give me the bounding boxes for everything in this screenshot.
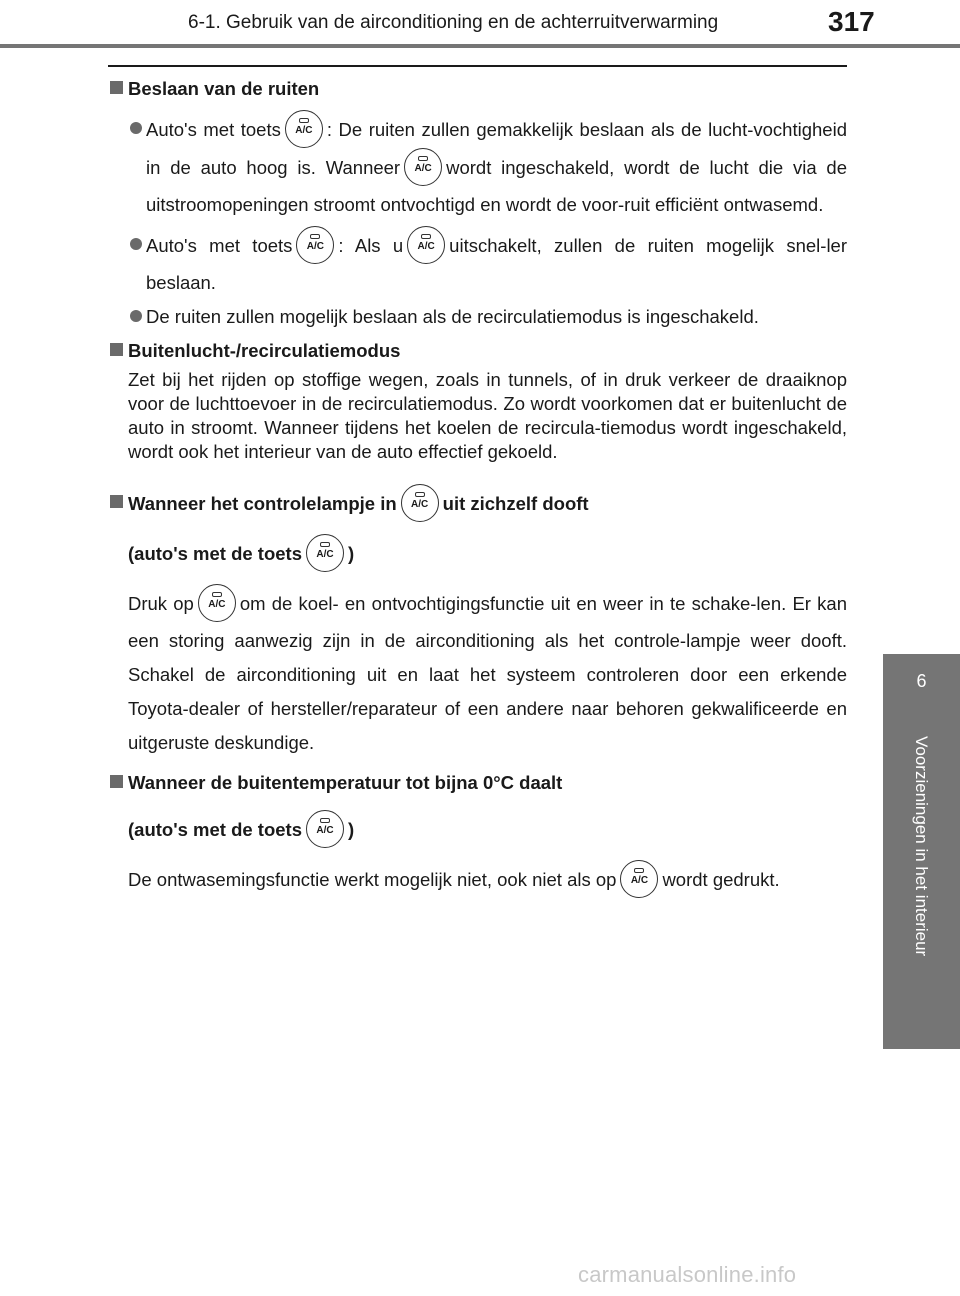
- ac-button-icon: A/C: [401, 484, 439, 522]
- bullet-item: Auto's met toets A/C : Als u A/C uitschakelt, zullen de ruiten mogelijk snel-ler beslaan.: [108, 228, 847, 300]
- page-content: [108, 72, 847, 900]
- ac-button-icon: A/C: [296, 226, 334, 264]
- section-heading-indicator: Wanneer het controlelampje in A/C uit zichzelf dooft: [108, 486, 847, 524]
- ac-button-icon: A/C: [404, 148, 442, 186]
- section-heading-recirculation: Buitenlucht-/recirculatiemodus: [108, 334, 847, 368]
- section-heading-fogging: Beslaan van de ruiten: [108, 72, 847, 106]
- bullet-item: Auto's met toets A/C : De ruiten zullen gemakkelijk beslaan als de lucht-vochtigheid in de auto hoog is. Wanneer A/C wordt ingeschakeld, wordt de lucht die via de uitstroomopeningen stroomt ontvochtigd en wordt de voor-ruit efficiënt ontwasemd.: [108, 112, 847, 222]
- section-body-temperature: De ontwasemingsfunctie werkt mogelijk niet, ook niet als op A/C wordt gedrukt.: [108, 862, 847, 900]
- ac-button-icon: A/C: [407, 226, 445, 264]
- ac-button-icon: A/C: [198, 584, 236, 622]
- section-subheading: (auto's met de toets A/C ): [108, 812, 847, 850]
- page-number: 317: [828, 6, 875, 37]
- watermark: carmanualsonline.info: [578, 1262, 797, 1287]
- chapter-label: Voorzieningen in het interieur: [912, 736, 931, 957]
- section-body-indicator: Druk op A/C om de koel- en ontvochtigingsfunctie uit en weer in te schake-len. Er kan een storing aanwezig zijn in de airconditioning als het controle-lampje weer dooft. Schakel de airconditioning uit en laat het systeem controleren door een erkende Toyota-dealer of hersteller/reparateur of een andere naar behoren gekwalificeerde en uitgeruste deskundige.: [108, 586, 847, 760]
- ac-button-icon: A/C: [620, 860, 658, 898]
- ac-button-icon: A/C: [285, 110, 323, 148]
- section-body-recirculation: Zet bij het rijden op stoffige wegen, zoals in tunnels, of in druk verkeer de draaiknop voor de luchttoevoer in de recirculatiemodus. Zo wordt voorkomen dat er buitenlucht de auto in stroomt. Wanneer tijdens het koelen de recircula-tiemodus wordt ingeschakeld, wordt ook het interieur van de auto effectief gekoeld.: [128, 369, 847, 462]
- header-bar: [0, 44, 960, 48]
- ac-button-icon: A/C: [306, 534, 344, 572]
- bullet-item: De ruiten zullen mogelijk beslaan als de recirculatiemodus is ingeschakeld.: [108, 300, 847, 334]
- header-title: 6-1. Gebruik van de airconditioning en de achterruitverwarming: [188, 12, 719, 33]
- chapter-number: 6: [916, 671, 927, 691]
- ac-button-icon: A/C: [306, 810, 344, 848]
- section-subheading: (auto's met de toets A/C ): [108, 536, 847, 574]
- chapter-side-tab: [883, 654, 960, 1049]
- section-rule: [108, 65, 847, 67]
- section-heading-temperature: Wanneer de buitentemperatuur tot bijna 0°C daalt: [108, 766, 847, 800]
